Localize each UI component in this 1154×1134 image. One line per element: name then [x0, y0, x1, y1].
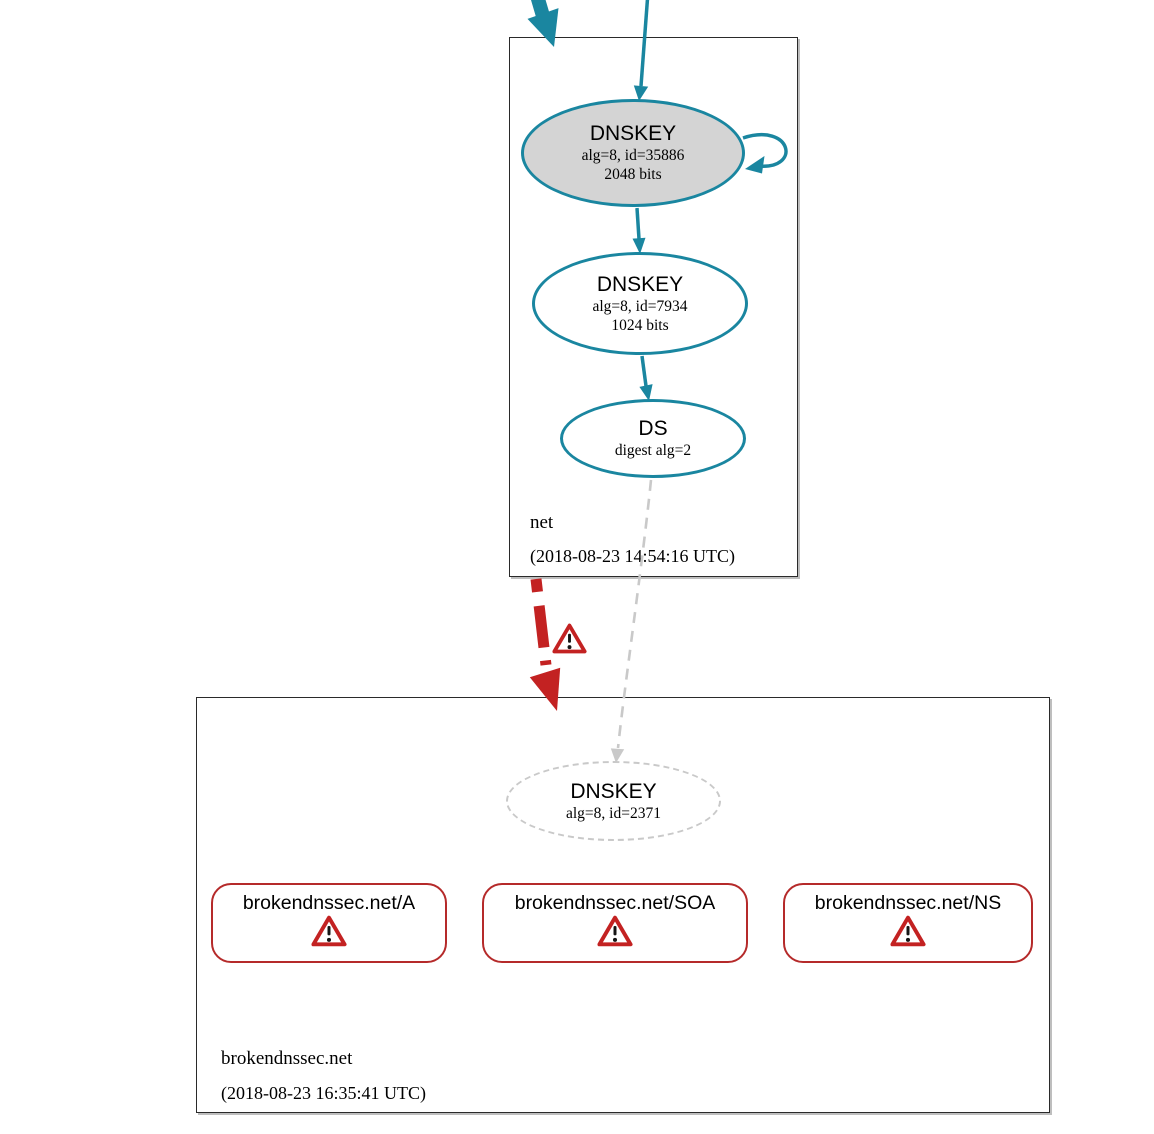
rrset-brokendnssec-net-soa[interactable] [482, 883, 748, 963]
node-dnskey-35886[interactable] [521, 99, 745, 207]
node-dnskey-2371[interactable] [506, 761, 721, 841]
rrset-label: brokendnssec.net/SOA [514, 892, 716, 914]
zone-timestamp-brokendnssec-net: (2018-08-23 16:35:41 UTC) [221, 1083, 426, 1103]
rrset-label: brokendnssec.net/A [242, 892, 416, 914]
warning-icon [552, 623, 587, 654]
rrset-brokendnssec-net-ns[interactable] [783, 883, 1033, 963]
node-type: DS [638, 417, 668, 440]
zone-name-brokendnssec-net: brokendnssec.net [221, 1048, 353, 1069]
node-type: DNSKEY [596, 272, 684, 296]
node-detail: alg=8, id=2371 [566, 804, 661, 822]
node-dnskey-7934[interactable] [532, 252, 748, 355]
zone-timestamp-net: (2018-08-23 14:54:16 UTC) [530, 546, 735, 566]
node-detail: alg=8, id=7934 [592, 297, 688, 315]
node-type: DNSKEY [589, 122, 677, 145]
warning-icon [890, 915, 926, 947]
node-detail: 2048 bits [604, 166, 662, 183]
node-type: DNSKEY [570, 779, 657, 803]
warning-icon [311, 915, 347, 947]
rrset-label: brokendnssec.net/NS [814, 892, 1002, 914]
node-detail: digest alg=2 [614, 442, 692, 459]
node-ds[interactable] [560, 399, 746, 478]
warning-icon [597, 915, 633, 947]
zone-name-net: net [530, 512, 554, 533]
node-detail: alg=8, id=35886 [581, 147, 685, 164]
node-detail: 1024 bits [611, 316, 669, 334]
rrset-brokendnssec-net-a[interactable] [211, 883, 447, 963]
